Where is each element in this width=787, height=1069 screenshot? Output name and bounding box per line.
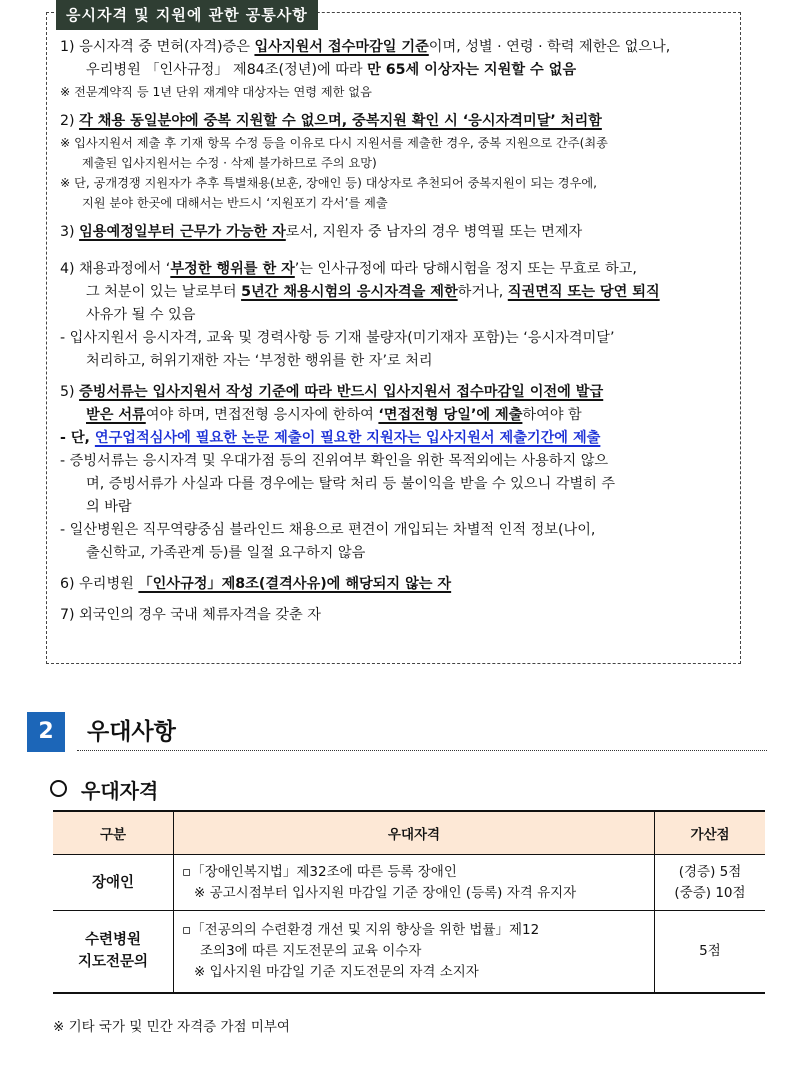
row-category: 장애인 — [53, 855, 174, 911]
section-2-header — [27, 712, 747, 752]
section-divider — [77, 750, 767, 751]
item-1: 1) 응시자격 중 면허(자격)증은 입사지원서 접수마감일 기준이며, 성별 · 연령 · 학력 제한은 없으나, — [60, 39, 671, 55]
item-5: 5) 증빙서류는 입사지원서 작성 기준에 따라 반드시 입사지원서 접수마감일 이전에 발급 — [60, 384, 604, 400]
item-3: 3) 임용예정일부터 근무가 가능한 자로서, 지원자 중 남자의 경우 병역필 또는 면제자 — [60, 224, 583, 240]
table-row: 수련병원 지도전문의 ▫「전공의의 수련환경 개선 및 지위 향상을 위한 법률」제12 조의3에 따른 지도전문의 교육 이수자 ※ 입사지원 마감일 기준 지도전문의 자격 소지자 5점 — [53, 911, 765, 993]
item-5-blue-note: - 단, 연구업적심사에 필요한 논문 제출이 필요한 지원자는 입사지원서 제출기간에 제출 — [60, 430, 601, 446]
table-header-row — [53, 811, 765, 855]
footnote: ※ 기타 국가 및 민간 자격증 가점 미부여 — [53, 1019, 290, 1035]
box-title: 응시자격 및 지원에 관한 공통사항 — [56, 0, 318, 30]
header-points: 가산점 — [655, 811, 766, 855]
section-number: 2 — [27, 712, 65, 752]
item-7: 7) 외국인의 경우 국내 체류자격을 갖춘 자 — [60, 607, 321, 623]
preference-table — [53, 810, 765, 994]
row-category: 수련병원 지도전문의 — [53, 911, 174, 993]
item-2: 2) 각 채용 동일분야에 중복 지원할 수 없으며, 중복지원 확인 시 ‘응시자격미달’ 처리함 — [60, 113, 602, 129]
item-1-note: ※ 전문계약직 등 1년 단위 재계약 대상자는 연령 제한 없음 — [60, 85, 372, 99]
section-title: 우대사항 — [87, 719, 176, 745]
item-6: 6) 우리병원 「인사규정」제8조(결격사유)에 해당되지 않는 자 — [60, 576, 452, 592]
item-4: 4) 채용과정에서 ‘부정한 행위를 한 자’는 인사규정에 따라 당해시험을 정지 또는 무효로 하고, — [60, 261, 637, 277]
table-row: 장애인 ▫「장애인복지법」제32조에 따른 등록 장애인 ※ 공고시점부터 입사지원 마감일 기준 장애인 (등록) 자격 유지자 (경증) 5점 (중증) 10점 — [53, 855, 765, 911]
header-category: 구분 — [53, 811, 174, 855]
header-qualification: 우대자격 — [174, 811, 655, 855]
circle-bullet-icon — [50, 780, 67, 797]
requirements-list: 1) 응시자격 중 면허(자격)증은 입사지원서 접수마감일 기준이며, 성별 · 연령 · 학력 제한은 없으나, 우리병원 「인사규정」 제84조(정년)에 따라 만 65세 이상자는 지원할 수 없음 ※ 전문계약직 등 1년 단위 재계약 대상자는 연령 제한 없음 2) 각 채용 동일분야에 중복 지원할 수 없으며, 중복지원 확인 시 ‘응시자격미달’ 처리함 ※ 입사지원서 제출 후 기재 항목 수정 등을 이유로 다시 지원서를 제출한 경우, 중복 지원으로 간주(최종 제출된 입사지원서는 수정 · 삭제 불가하므로 주의 요망) ※ 단, 공개경쟁 지원자가 추후 특별채용(보훈, 장애인 등) 대상자로 추천되어 중복지원이 되는 경우에, 지원 분야 한곳에 대해서는 반드시 ‘지원포기 각서’를 제출 3) 임용예정일부터 근무가 가능한 자로서, 지원자 중 남자의 경우 병역필 또는 면제자 4) 채용과정에서 ‘부정한 행위를 한 자’는 인사규정에 따라 당해시험을 정지 또는 무효로 하고, 그 처분이 있는 날로부터 5년간 채용시험의 응시자격을 제한하거나, 직권면직 또는 당연 퇴직 사유가 될 수 있음 - 입사지원서 응시자격, 교육 및 경력사항 등 기재 불량자(미기재자 포함)는 ‘응시자격미달’ 처리하고, 허위기재한 자는 ‘부정한 행위를 한 자’로 처리 5) 증빙서류는 입사지원서 작성 기준에 따라 반드시 입사지원서 접수마감일 이전에 발급 받은 서류여야 하며, 면접전형 응시자에 한하여 ‘면접전형 당일’에 제출하여야 함 - 단, 연구업적심사에 필요한 논문 제출이 필요한 지원자는 입사지원서 제출기간에 제출 - 증빙서류는 응시자격 및 우대가점 등의 진위여부 확인을 위한 목적외에는 사용하지 않으 며, 증빙서류가 사실과 다를 경우에는 탈락 처리 등 불이익을 받을 수 있으니 각별히 주 의 바람 - 일산병원은 직무역량중심 블라인드 채용으로 편견이 개입되는 차별적 인적 정보(나이, 출신학교, 가족관계 등)를 일절 요구하지 않음 6) 우리병원 「인사규정」제8조(결격사유)에 해당되지 않는 자 7) 외국인의 경우 국내 체류자격을 갖춘 자 — [60, 36, 748, 627]
subsection-heading: 우대자격 — [50, 777, 158, 805]
